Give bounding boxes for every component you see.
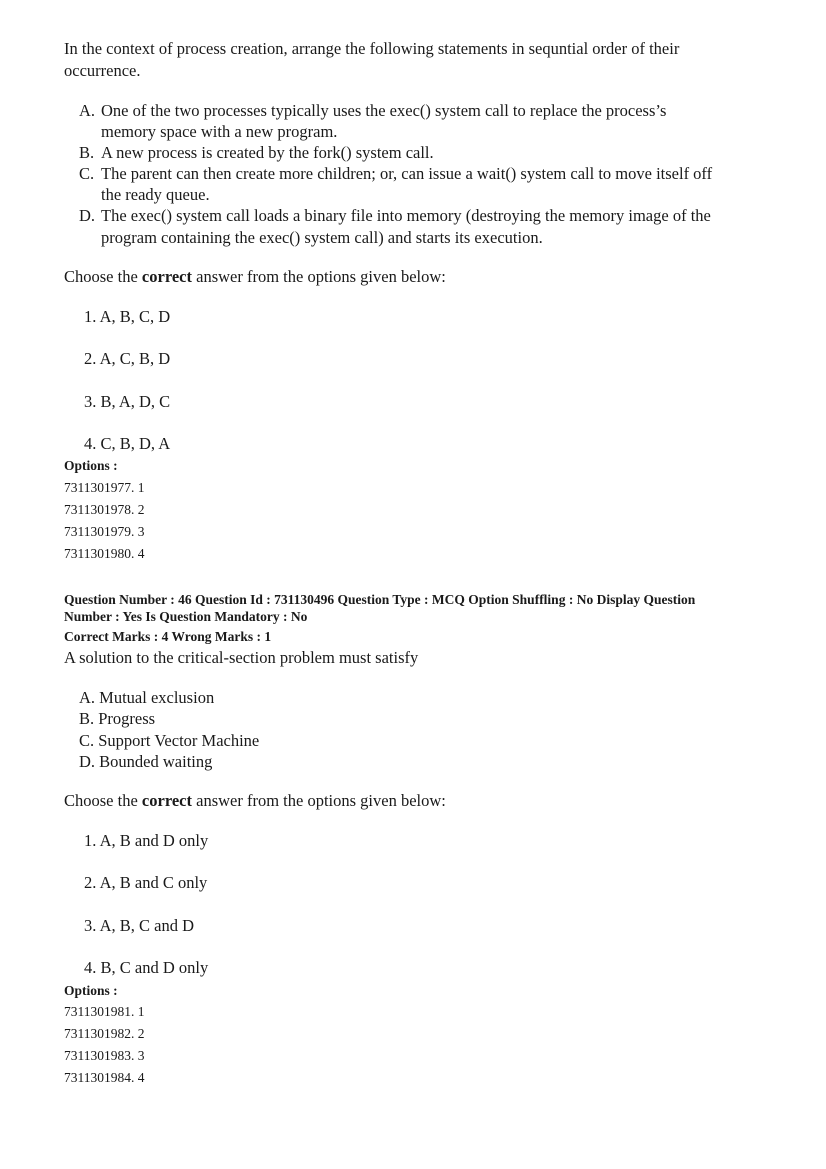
- q1-options-label: Options :: [64, 458, 118, 473]
- q2-marks: Correct Marks : 4 Wrong Marks : 1: [64, 629, 272, 644]
- q1-statement-d-letter: D.: [79, 206, 96, 225]
- q2-option-id-4: 7311301984. 4: [64, 1070, 145, 1085]
- q2-answer-3: 3. A, B, C and D: [84, 916, 195, 935]
- q2-answer-4: 4. B, C and D only: [84, 958, 209, 977]
- q1-statement-b-letter: B.: [79, 143, 95, 162]
- q2-choose-instruction: [64, 791, 446, 811]
- q1-choose-instruction: [64, 267, 446, 287]
- q1-statement-a-letter: A.: [79, 101, 96, 120]
- q2-choose-prefix: Choose the: [64, 791, 142, 810]
- q1-choose-suffix: answer from the options given below:: [192, 267, 446, 286]
- q2-answer-1: 1. A, B and D only: [84, 831, 209, 850]
- q1-option-id-1: 7311301977. 1: [64, 480, 145, 495]
- q1-statement-a-line2: memory space with a new program.: [101, 122, 338, 141]
- q2-meta-line1: Question Number : 46 Question Id : 731130496 Question Type : MCQ Option Shuffling : No Display Question: [64, 592, 696, 607]
- q1-choose-prefix: Choose the: [64, 267, 142, 286]
- q2-choose-bold: correct: [141, 791, 192, 810]
- q1-statement-d-line1: The exec() system call loads a binary file into memory (destroying the memory image of the: [101, 206, 711, 225]
- q2-option-id-2: 7311301982. 2: [64, 1026, 145, 1041]
- q1-statement-c-line1: The parent can then create more children; or, can issue a wait() system call to move itself off: [101, 164, 713, 183]
- q1-text-line2: occurrence.: [64, 61, 141, 80]
- q2-answer-2: 2. A, B and C only: [84, 873, 208, 892]
- q1-statement-b-line1: A new process is created by the fork() system call.: [101, 143, 434, 162]
- q1-statement-a-line1: One of the two processes typically uses the exec() system call to replace the process’s: [101, 101, 667, 120]
- q2-text: A solution to the critical-section problem must satisfy: [64, 648, 419, 667]
- q1-choose-bold: correct: [141, 267, 192, 286]
- q1-statement-c-line2: the ready queue.: [101, 185, 210, 204]
- q2-option-id-1: 7311301981. 1: [64, 1004, 145, 1019]
- q2-meta-line2: Number : Yes Is Question Mandatory : No: [64, 609, 308, 624]
- q2-options-label: Options :: [64, 983, 118, 998]
- q1-answer-3: 3. B, A, D, C: [84, 392, 171, 411]
- q1-option-id-4: 7311301980. 4: [64, 546, 145, 561]
- q2-statement-c: C. Support Vector Machine: [79, 731, 260, 750]
- q1-option-id-3: 7311301979. 3: [64, 524, 145, 539]
- q1-answer-2: 2. A, C, B, D: [84, 349, 171, 368]
- q2-statement-a: A. Mutual exclusion: [79, 688, 215, 707]
- q1-answer-1: 1. A, B, C, D: [84, 307, 171, 326]
- q1-statement-c-letter: C.: [79, 164, 95, 183]
- q1-text-line1: In the context of process creation, arrange the following statements in sequntial order of their: [64, 39, 680, 58]
- q2-statement-d: D. Bounded waiting: [79, 752, 213, 771]
- q1-statement-d-line2: program containing the exec() system call) and starts its execution.: [101, 228, 543, 247]
- q2-choose-suffix: answer from the options given below:: [192, 791, 446, 810]
- q2-option-id-3: 7311301983. 3: [64, 1048, 145, 1063]
- q2-statement-b: B. Progress: [79, 709, 156, 728]
- q1-option-id-2: 7311301978. 2: [64, 502, 145, 517]
- q1-answer-4: 4. C, B, D, A: [84, 434, 171, 453]
